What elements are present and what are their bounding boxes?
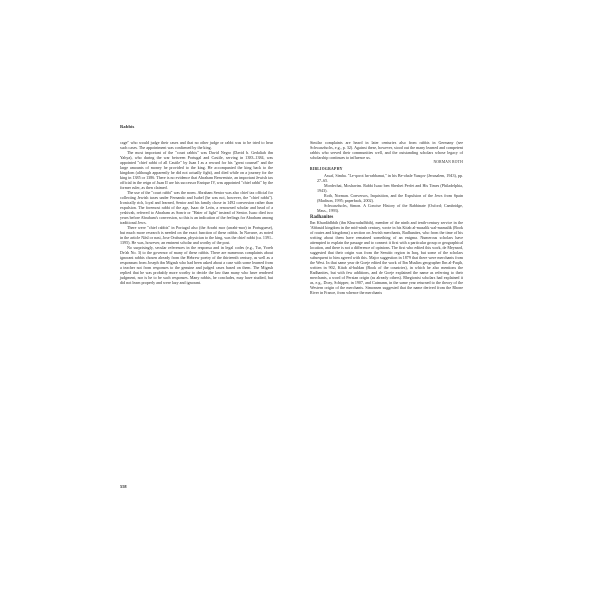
right-column: [310, 140, 463, 295]
bibliography-entry: Mordechai, Moshavim. Rabbi Isaac ben Sheshet Perfet and His Times (Philadelphia, 1943).: [317, 183, 463, 194]
entry-title: Radhanites: [310, 215, 334, 221]
paragraph: There were "chief rabbis" in Portugal also (the Arrabi mor (arrabi-mor) in Portuguese), but much more research is needed on the exact function of these rabbis. In Navarre, as noted in the article Nâsî or nasi, Jose Orabuena, physician to the king, was the chief rabbi (ca. 1391–1395). He was, however, an eminent scholar and worthy of the post.: [120, 225, 273, 246]
paragraph: No surprisingly, secular references in the responsa and in legal codes (e.g., Tur, Yoreh De'ah No. 3) to the governor of many of these rabbis. There are numerous complaints about ignorant rabbis chosen already from the Hebrew poetry of the thirteenth century, as well as a responsum from Joseph ibn Migash who had been asked about a case with some learned from a teacher not from responses to the genuine and judged cases based on them. The Migash replied that he was probably more worthy to decide the law than many who have rendered judgment, nor is he to be such responses. Many rabbis, he concludes, may have studied, but did not learn properly and were lazy and ignorant.: [120, 245, 273, 286]
closing-paragraph: Similar complaints are heard in later centuries also from rabbis in Germany (see Schwarzfuchs, e.g., p. 32). Against these, however, stood out the many learned and competent rabbis who served their communities well, and the outstanding scholars whose legacy of scholarship continues to influence us.: [310, 140, 463, 161]
paragraph: The most important of the "court rabbis" was David Negro (David b. Gedaliah ibn Yahya), who during the war between Portugal and Castile, serving in 1383–1384, was appointed "chief rabbi of all Castile" by Juan I as a reward for his "great counsel" and the large amounts of money he provided to the king. He accompanied the king back to the kingdom (although apparently he did not actually fight), and died while on a journey for the king in 1385 or 1386. There is no evidence that Abraham Benveniste, an important Jewish tax official in the reign of Juan II are his successor Enrique IV, was appointed "chief rabbi" by the former ruler, as then claimed.: [120, 150, 273, 191]
left-column: [120, 140, 273, 285]
author-signature: NORMAN ROTH: [433, 160, 463, 165]
bibliography-entry: Schwarzfuchs, Simon. A Concise History of the Rabbinate (Oxford; Cambridge, Mass., 1993).: [317, 203, 463, 214]
entry-paragraph: Ibn Khurdādhbih (ibn Khurradadhbih), member of the ninth and tenth-century service in the 'Abbasid kingdom in the mid-ninth century, wrote in his Kitab al-masalik wal-mamalik (Book of routes and kingdoms) a section on Jewish merchants, Radhanites, who from the time of his writing about them have remained something of an enigma. Numerous scholars have attempted to explain the passage and to connect it first with a particular group or geographical location, and there is not a difference of opinions. The first who edited this work, de Meynard, suggested that their origin was from the Semitic region in Iraq, but some of the scholars subsequent to him agreed with this. Major suggestion in 1879 that there were merchants from the West. In that same year de Goeje edited the work of Ibn Muslim geographer Ibn al-Faqih, written in 902, Kitab al-buldan (Book of the countries), in which he also mentions the Radhanites, but with few additions, and de Goeje explained the name as referring to their merchants, a word of Persian origin (as already others). Rhegionist scholars had explained it as, e.g., Dozy, Schipper, in 1907, and Cutmann, in the same year returned to the theory of the Western origin of the merchants. Simonsen suggested that the name derived from the Rhone River in France, from whence the merchants: [310, 220, 463, 296]
paragraph: The use of the "court rabbi" was the norm. Abraham Senior was also chief tax official for collecting Jewish taxes under Fernando and Isabel (he was not, however, the "chief rabbi"). Ironically rich, loyal and learned, Senior and his family chose in 1492 conversion rather than expulsion. The foremost rabbi of the age, Isaac de León, a renowned scholar and head of a yeshivah, referred to Abraham as Sonrir or "Hater of light" instead of Senior. Isaac died two years before Abraham's conversion, so this is an indication of the feelings for Abraham among traditional Jews.: [120, 190, 273, 226]
bibliography-entry: Roth, Norman. Conversos, Inquisition, and the Expulsion of the Jews from Spain (Madison, 1995; paperback, 2002).: [317, 193, 463, 204]
bibliography-heading: BIBLIOGRAPHY: [310, 167, 343, 172]
running-head: Rabbis: [120, 124, 135, 129]
bibliography-entry: Assaf, Simha. "Le-qorot ha-rabbanut," in his Be-ohale Yaaqov (Jerusalem, 1943), pp. 27–65.: [317, 173, 463, 184]
paragraph: cage" who would judge their cases and that no other judge or rabbi was to be tried to hear such cases. The appointment was confirmed by the king.: [120, 140, 273, 151]
page-number: 558: [120, 484, 127, 489]
